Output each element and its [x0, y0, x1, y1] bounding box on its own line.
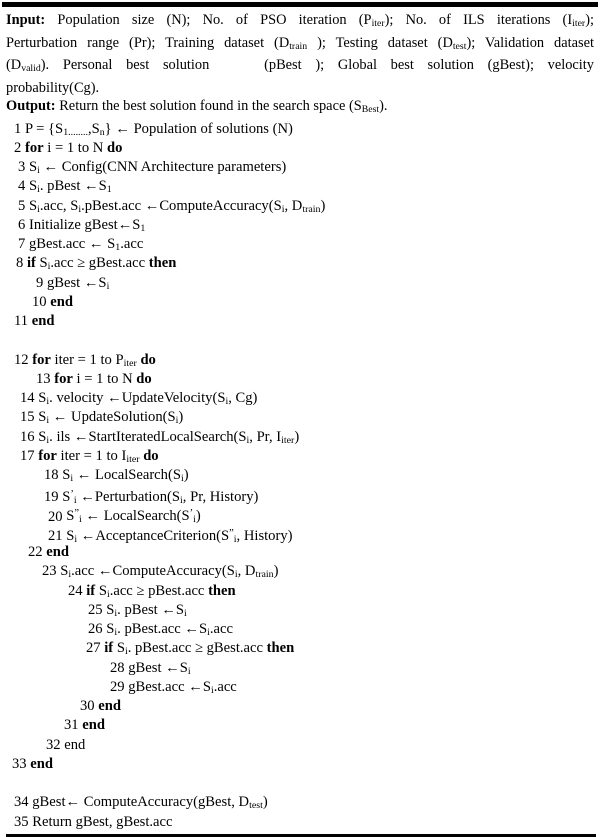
subscript: 1: [115, 242, 121, 254]
input-line3-a: (D: [6, 57, 22, 74]
line-number: 2: [14, 139, 22, 156]
line-number: 20: [48, 508, 63, 525]
bottom-rule-divider: [6, 834, 596, 837]
line-content: for iter = 1 to $I_{iter}$ do: [38, 447, 159, 466]
input-line2-a: Perturbation range (Pr); Training dataset (D: [6, 34, 290, 51]
line-number: 34: [14, 794, 29, 811]
line-content: [50, 294, 73, 310]
algorithm-line-22: [6, 543, 594, 562]
line-content: [32, 313, 55, 329]
keyword-do: do: [140, 351, 156, 368]
line-content: $S_i$. pBest $\leftarrow S_i$: [106, 601, 187, 620]
subscript: i: [246, 434, 250, 446]
line-content: $S^”_i$ ← $LocalSearch(S^’_i)$: [66, 508, 201, 526]
line-content: end: [64, 736, 86, 753]
line-number: 1: [14, 120, 22, 137]
subscript: i: [79, 514, 82, 526]
line-number: 21: [48, 527, 63, 544]
keyword-end: end: [50, 293, 73, 310]
algorithm-line-6: [6, 216, 594, 235]
algorithm-line-26: [6, 620, 594, 639]
algorithm-line-33: [6, 755, 594, 774]
input-line-4: probability(Cg).: [6, 79, 100, 96]
line-content: gBest $\leftarrow S_i$: [128, 659, 191, 677]
algorithm-line-3: [6, 158, 594, 177]
d-test-subscript: test: [452, 40, 467, 52]
input-text-c: );: [585, 12, 594, 28]
line-content: gBest.acc ← $S_1.acc$: [28, 236, 144, 254]
input-line2-b: ); Testing dataset (D: [307, 34, 453, 51]
input-line2-c: ); Validation dataset: [466, 34, 594, 51]
subscript: test: [249, 800, 263, 812]
keyword-then: then: [148, 255, 177, 272]
input-line-2: [6, 34, 594, 57]
subscript: i: [207, 627, 210, 639]
algorithm-line-15: [6, 408, 594, 427]
algorithm-pseudocode-block: [0, 2, 600, 830]
line-content: [98, 698, 121, 714]
line-number: 9: [36, 274, 44, 291]
line-content: $P = \{S_{1........},S_n\}$ ← Population of solutions (N): [24, 120, 293, 138]
subscript: i: [37, 203, 40, 215]
algorithm-line-12: [6, 351, 594, 370]
subscript: i: [180, 495, 183, 507]
line-content: gBest.acc $\leftarrow S_i.acc$: [128, 678, 237, 697]
keyword-if: if: [26, 255, 36, 272]
algorithm-line-19: [6, 485, 594, 507]
line-number: 6: [18, 216, 26, 233]
algorithm-line-1: [6, 120, 594, 139]
line-content: $S_i$. pBest $\leftarrow S_1$: [28, 178, 112, 196]
subscript: i: [74, 533, 78, 545]
subscript: i: [46, 396, 50, 408]
line-content: $S_i$. ils $\leftarrow StartIteratedLocalSearch(S_i$, Pr, $I_{iter}$): [38, 428, 300, 446]
algorithm-line-23: [6, 562, 594, 581]
algorithm-line-32: [6, 736, 594, 755]
line-number: 3: [18, 159, 26, 176]
line-number: 14: [20, 390, 35, 407]
keyword-do: do: [143, 447, 159, 464]
subscript: i: [124, 646, 128, 658]
input-line-3: [6, 56, 594, 79]
algorithm-line-18: [6, 466, 594, 485]
line-number: 24: [68, 582, 83, 599]
subscript: n: [99, 126, 105, 138]
algorithm-line-28: [6, 659, 594, 678]
keyword-do: do: [136, 370, 152, 387]
input-line3-b: ). Personal best solution: [40, 57, 210, 74]
algorithm-header: [0, 7, 600, 120]
subscript: i: [175, 415, 179, 427]
line-number: 4: [18, 178, 26, 195]
blank-line: [6, 331, 594, 350]
line-number: 8: [16, 255, 24, 272]
subscript: 1: [140, 223, 146, 235]
input-text-b: ); No. of ILS iterations (I: [384, 12, 573, 28]
subscript: i: [37, 184, 40, 196]
input-line-1: [6, 11, 594, 34]
subscript: iter: [281, 434, 295, 446]
algorithm-line-30: [6, 697, 594, 716]
subscript: i: [78, 203, 82, 215]
output-text: Return the best solution found in the search space (S: [59, 98, 362, 115]
algorithm-line-27: [6, 639, 594, 658]
d-train-subscript: train: [289, 40, 308, 52]
line-content: Return gBest, gBest.acc: [32, 813, 173, 830]
subscript: train: [302, 203, 321, 215]
keyword-do: do: [106, 139, 123, 156]
subscript: i: [184, 608, 187, 620]
subscript: i: [46, 434, 50, 446]
line-content: $S_i$ ← $LocalSearch(S_i)$: [62, 467, 189, 485]
subscript: i: [281, 203, 285, 215]
output-text-end: ).: [379, 98, 388, 115]
subscript: i: [70, 473, 74, 485]
keyword-for: for: [54, 370, 73, 387]
keyword-end: end: [46, 544, 69, 561]
line-number: 27: [86, 640, 101, 657]
keyword-for: for: [38, 447, 57, 464]
line-content: if $S_i.acc$ ≥ pBest.acc then: [86, 582, 236, 600]
line-content: for i = 1 to N do: [24, 139, 123, 156]
algorithm-line-31: [6, 716, 594, 735]
i-iter-subscript: iter: [572, 18, 586, 30]
algorithm-line-29: [6, 678, 594, 697]
line-number: 32: [46, 736, 61, 753]
subscript: iter: [126, 454, 140, 466]
line-number: 31: [64, 717, 79, 734]
subscript: i: [68, 569, 72, 581]
subscript: i: [47, 261, 51, 273]
subscript: i: [234, 569, 238, 581]
line-number: 19: [44, 489, 59, 506]
algorithm-line-34: [6, 793, 594, 812]
line-number: 35: [14, 813, 29, 830]
line-number: 13: [36, 370, 51, 387]
line-content: [82, 717, 105, 733]
subscript: i: [106, 588, 110, 600]
blank-line: [6, 774, 594, 793]
line-content: gBest $\leftarrow S_i$: [46, 274, 110, 292]
double-prime-mark: ”: [74, 508, 80, 520]
algorithm-line-9: [6, 274, 594, 293]
output-line: [6, 97, 594, 120]
line-content: [30, 756, 53, 772]
line-number: 26: [88, 621, 103, 638]
algorithm-line-5: [6, 197, 594, 216]
line-content: for i = 1 to N do: [54, 370, 152, 387]
line-content: $S_i$. pBest.acc $\leftarrow S_i.acc$: [106, 621, 233, 639]
subscript: i: [106, 280, 110, 292]
algorithm-line-24: [6, 582, 594, 601]
algorithm-line-7: [6, 235, 594, 254]
prime-mark: ’: [189, 508, 194, 520]
subscript: i: [46, 415, 50, 427]
subscript: i: [210, 685, 214, 697]
subscript: 1: [106, 184, 112, 196]
subscript: i: [114, 608, 118, 620]
keyword-end: end: [98, 698, 121, 715]
algorithm-line-13: [6, 370, 594, 389]
subscript: i: [233, 533, 237, 545]
line-number: 10: [32, 293, 47, 310]
keyword-end: end: [82, 717, 105, 734]
algorithm-line-25: [6, 601, 594, 620]
algorithm-line-2: [6, 139, 594, 158]
algorithm-line-21: [6, 524, 594, 543]
line-number: 15: [20, 409, 35, 426]
line-content: if $S_i$. pBest.acc ≥ gBest.acc then: [104, 640, 295, 658]
subscript: i: [37, 165, 40, 177]
keyword-for: for: [32, 351, 51, 368]
d-valid-subscript: valid: [21, 63, 41, 75]
line-number: 23: [42, 563, 57, 580]
keyword-end: end: [31, 313, 55, 330]
subscript: i: [187, 665, 191, 677]
line-number: 33: [12, 755, 27, 772]
keyword-end: end: [30, 755, 53, 772]
input-text-a: Population size (N); No. of PSO iteration (P: [57, 12, 372, 28]
subscript: i: [114, 627, 118, 639]
input-label: Input:: [6, 12, 46, 28]
subscript: i: [225, 396, 229, 408]
line-content: $S_i.acc$ $\leftarrow ComputeAccuracy(S_i$, $D_{train}$): [60, 563, 279, 581]
algorithm-line-35: [6, 813, 594, 832]
line-content: $S_i.acc$, $S_i.pBest.acc$ $\leftarrow ComputeAccuracy(S_i$, $D_{train}$): [28, 197, 326, 215]
subscript: i: [193, 514, 196, 526]
prime-mark: ’: [70, 489, 74, 501]
algorithm-line-4: [6, 177, 594, 196]
line-number: 5: [18, 197, 26, 214]
line-number: 16: [20, 428, 35, 445]
line-number: 7: [18, 236, 26, 253]
algorithm-line-20: [6, 505, 594, 524]
subscript: i: [73, 495, 77, 507]
line-content: $S_i$ ← $UpdateSolution(S_i)$: [38, 409, 184, 427]
line-number: 12: [14, 351, 29, 368]
line-number: 25: [88, 601, 103, 618]
keyword-then: then: [208, 582, 236, 599]
line-content: $S^’_i$ $\leftarrow Perturbation(S_i$, Pr, History): [62, 489, 259, 507]
keyword-if: if: [104, 640, 114, 657]
line-number: 29: [110, 678, 125, 695]
line-number: 30: [80, 698, 95, 715]
algorithm-line-14: [6, 389, 594, 408]
input-line3-c: (pBest ); Global best solution (gBest); velocity: [264, 57, 595, 74]
p-iter-subscript: iter: [371, 18, 385, 30]
line-content: [46, 544, 69, 560]
double-prime-mark: ”: [229, 527, 234, 539]
algorithm-line-16: [6, 428, 594, 447]
output-label: Output:: [6, 98, 56, 115]
algorithm-line-17: [6, 447, 594, 466]
line-content: for iter = 1 to $P_{iter}$ do: [32, 351, 156, 369]
keyword-then: then: [266, 640, 295, 657]
line-number: 22: [28, 544, 43, 561]
line-content: Initialize $gBest\leftarrow S_1$: [28, 216, 146, 235]
keyword-if: if: [86, 582, 96, 599]
line-number: 17: [20, 447, 35, 464]
line-content: $S_i$. velocity $\leftarrow UpdateVelocity(S_i$, Cg): [38, 390, 258, 408]
subscript: train: [255, 569, 274, 581]
algorithm-steps: [0, 120, 600, 832]
line-number: 11: [14, 313, 29, 330]
line-number: 28: [110, 659, 125, 676]
subscript: 1........: [63, 126, 88, 138]
line-content: $S_i$ $\leftarrow AcceptanceCriterion(S^”_i$, History): [66, 527, 293, 545]
line-content: if $S_i.acc$ ≥ gBest.acc then: [26, 255, 177, 273]
algorithm-line-11: [6, 312, 594, 331]
line-content: $S_i$ ← Config(CNN Architecture parameters): [28, 159, 287, 177]
s-best-subscript: Best: [361, 104, 380, 116]
algorithm-line-8: [6, 254, 594, 273]
line-content: gBest← ComputeAccuracy(gBest, $D_{test}$): [32, 794, 268, 812]
subscript: iter: [123, 357, 137, 369]
algorithm-line-10: [6, 293, 594, 312]
keyword-for: for: [24, 139, 44, 156]
subscript: i: [180, 473, 184, 485]
line-number: 18: [44, 467, 59, 484]
